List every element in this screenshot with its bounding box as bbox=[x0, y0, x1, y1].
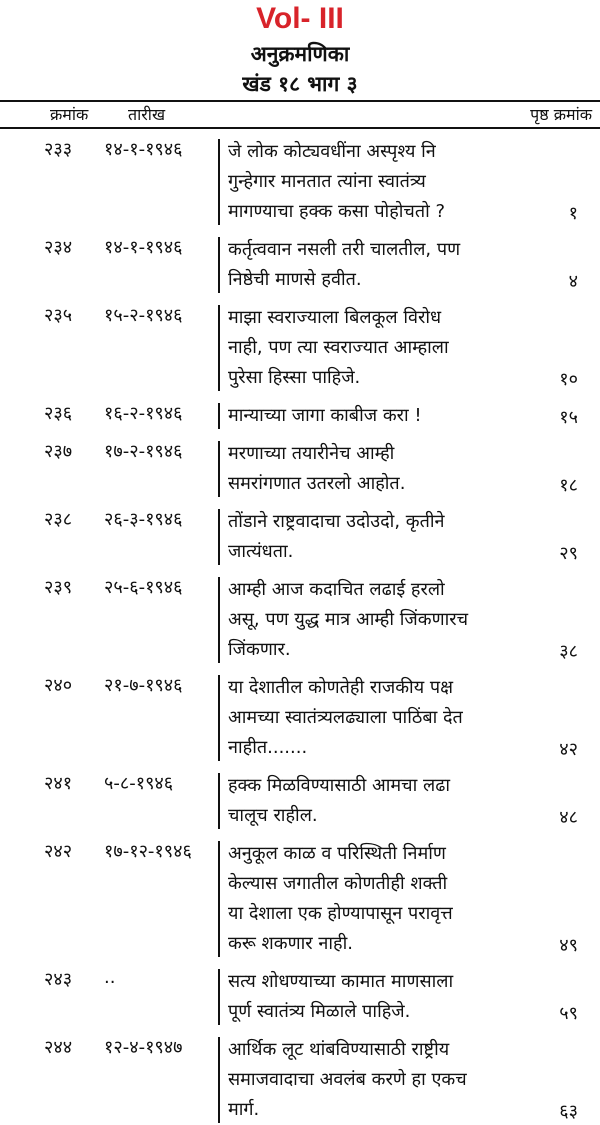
entry-title-line: समाजवादाचा अवलंब करणे हा एकच bbox=[228, 1069, 467, 1090]
entry-date: २५-६-१९४६ bbox=[104, 577, 183, 598]
entry-page-number: ६३ bbox=[559, 1101, 578, 1122]
entry-title-line: आम्ही आज कदाचित लढाई हरलो bbox=[228, 579, 445, 600]
entry-title bbox=[228, 839, 528, 959]
entry-page-number: ४९ bbox=[559, 935, 578, 956]
entry-title-line: सत्य शोधण्याच्या कामात माणसाला bbox=[228, 971, 454, 992]
entry-separator bbox=[218, 441, 220, 497]
entry-title-line: नाहीत....... bbox=[228, 737, 308, 758]
entry-date: १४-१-१९४६ bbox=[104, 139, 183, 160]
entry-separator bbox=[218, 509, 220, 565]
entry-title bbox=[228, 401, 528, 431]
entry-title-line: पुरेसा हिस्सा पाहिजे. bbox=[228, 367, 361, 388]
index-row bbox=[0, 673, 600, 763]
entry-separator bbox=[218, 1037, 220, 1123]
entry-number: २३३ bbox=[44, 139, 73, 160]
entry-title bbox=[228, 137, 528, 227]
entry-title-line: माझा स्वराज्याला बिलकूल विरोध bbox=[228, 307, 442, 328]
entry-title-line: करू शकणार नाही. bbox=[228, 933, 353, 954]
entry-title-line: आर्थिक लूट थांबविण्यासाठी राष्ट्रीय bbox=[228, 1039, 450, 1060]
entry-title-line: मार्ग. bbox=[228, 1099, 260, 1120]
entry-title-line: समरांगणात उतरलो आहोत. bbox=[228, 473, 406, 494]
entry-date: १५-२-१९४६ bbox=[104, 305, 183, 326]
entry-title-line: नाही, पण त्या स्वराज्यात आम्हाला bbox=[228, 337, 449, 358]
entry-number: २३७ bbox=[44, 441, 73, 462]
entry-separator bbox=[218, 969, 220, 1025]
entry-title-line: मागण्याचा हक्क कसा पोहोचतो ? bbox=[228, 201, 446, 222]
entry-title bbox=[228, 673, 528, 763]
entry-separator bbox=[218, 577, 220, 663]
entry-title-line: या देशातील कोणतेही राजकीय पक्ष bbox=[228, 677, 453, 698]
entry-number: २४४ bbox=[44, 1037, 73, 1058]
index-row bbox=[0, 507, 600, 567]
entry-number: २४१ bbox=[44, 773, 73, 794]
index-row bbox=[0, 771, 600, 831]
entry-separator bbox=[218, 139, 220, 225]
entry-title-line: तोंडाने राष्ट्रवादाचा उदोउदो, कृतीने bbox=[228, 511, 445, 532]
entry-date: ५-८-१९४६ bbox=[104, 773, 174, 794]
entry-number: २३९ bbox=[44, 577, 73, 598]
entry-date: १७-२-१९४६ bbox=[104, 441, 183, 462]
entry-date: २६-३-१९४६ bbox=[104, 509, 183, 530]
index-row bbox=[0, 575, 600, 665]
index-title: अनुक्रमणिका bbox=[250, 42, 350, 66]
entry-number: २३५ bbox=[44, 305, 73, 326]
header-top-rule bbox=[0, 100, 600, 102]
entry-title bbox=[228, 1035, 528, 1125]
entry-date: १२-४-१९४७ bbox=[104, 1037, 183, 1058]
entry-page-number: ४२ bbox=[559, 739, 578, 760]
entry-title bbox=[228, 439, 528, 499]
entry-title-line: अनुकूल काळ व परिस्थिती निर्माण bbox=[228, 843, 446, 864]
index-row bbox=[0, 137, 600, 227]
entry-title-line: हक्क मिळविण्यासाठी आमचा लढा bbox=[228, 775, 450, 796]
entry-number: २४० bbox=[44, 675, 73, 696]
entry-title-line: या देशाला एक होण्यापासून परावृत्त bbox=[228, 903, 453, 924]
entry-separator bbox=[218, 237, 220, 293]
entry-number: २४३ bbox=[44, 969, 73, 990]
entry-title bbox=[228, 303, 528, 393]
entry-title bbox=[228, 575, 528, 665]
entry-title-line: गुन्हेगार मानतात त्यांना स्वातंत्र्य bbox=[228, 171, 426, 192]
entry-title-line: जिंकणार. bbox=[228, 639, 291, 660]
header-date: तारीख bbox=[128, 105, 166, 124]
entry-date: २१-७-१९४६ bbox=[104, 675, 183, 696]
entry-page-number: ४ bbox=[568, 271, 578, 292]
header-page-number: पृष्ठ क्रमांक bbox=[530, 105, 592, 124]
entry-number: २३८ bbox=[44, 509, 73, 530]
index-row bbox=[0, 303, 600, 393]
header-number: क्रमांक bbox=[50, 105, 89, 124]
index-row bbox=[0, 967, 600, 1027]
entry-page-number: १० bbox=[559, 369, 578, 390]
index-row bbox=[0, 235, 600, 295]
entry-number: २४२ bbox=[44, 841, 73, 862]
header-bottom-rule bbox=[0, 127, 600, 129]
entry-title-line: आमच्या स्वातंत्र्यलढ्याला पाठिंबा देत bbox=[228, 707, 463, 728]
entry-date: १७-१२-१९४६ bbox=[104, 841, 192, 862]
entry-page-number: १८ bbox=[559, 475, 578, 496]
entry-title-line: मान्याच्या जागा काबीज करा ! bbox=[228, 405, 422, 426]
index-row bbox=[0, 1035, 600, 1125]
entry-page-number: २९ bbox=[559, 543, 578, 564]
entry-title-line: असू, पण युद्ध मात्र आम्ही जिंकणारच bbox=[228, 609, 469, 630]
index-row bbox=[0, 839, 600, 959]
entry-number: २३४ bbox=[44, 237, 73, 258]
index-row bbox=[0, 401, 600, 431]
entry-separator bbox=[218, 773, 220, 829]
entry-separator bbox=[218, 675, 220, 761]
entry-title bbox=[228, 771, 528, 831]
entry-title-line: जात्यंधता. bbox=[228, 541, 294, 562]
entry-title bbox=[228, 967, 528, 1027]
entry-title bbox=[228, 235, 528, 295]
entry-separator bbox=[218, 841, 220, 957]
index-row bbox=[0, 439, 600, 499]
entry-title-line: जे लोक कोट्यवधींना अस्पृश्य नि bbox=[228, 141, 436, 162]
entry-date: १६-२-१९४६ bbox=[104, 403, 183, 424]
entry-title bbox=[228, 507, 528, 567]
entry-title-line: कर्तृत्ववान नसली तरी चालतील, पण bbox=[228, 239, 461, 260]
entry-page-number: ४८ bbox=[559, 807, 578, 828]
volume-label: Vol- III bbox=[256, 2, 344, 35]
section-subtitle: खंड १८ भाग ३ bbox=[242, 72, 358, 96]
entry-separator bbox=[218, 305, 220, 391]
entry-page-number: ३८ bbox=[559, 641, 578, 662]
entry-date: १४-१-१९४६ bbox=[104, 237, 183, 258]
entry-title-line: चालूच राहील. bbox=[228, 805, 318, 826]
entry-page-number: १ bbox=[568, 203, 578, 224]
entry-page-number: १५ bbox=[559, 407, 578, 428]
entry-page-number: ५९ bbox=[559, 1003, 578, 1024]
entry-separator bbox=[218, 403, 220, 429]
entry-title-line: पूर्ण स्वातंत्र्य मिळाले पाहिजे. bbox=[228, 1001, 411, 1022]
entry-title-line: केल्यास जगातील कोणतीही शक्ती bbox=[228, 873, 448, 894]
entry-title-line: निष्ठेची माणसे हवीत. bbox=[228, 269, 362, 290]
entry-number: २३६ bbox=[44, 403, 73, 424]
entry-title-line: मरणाच्या तयारीनेच आम्ही bbox=[228, 443, 395, 464]
entry-date: .. bbox=[104, 967, 116, 988]
